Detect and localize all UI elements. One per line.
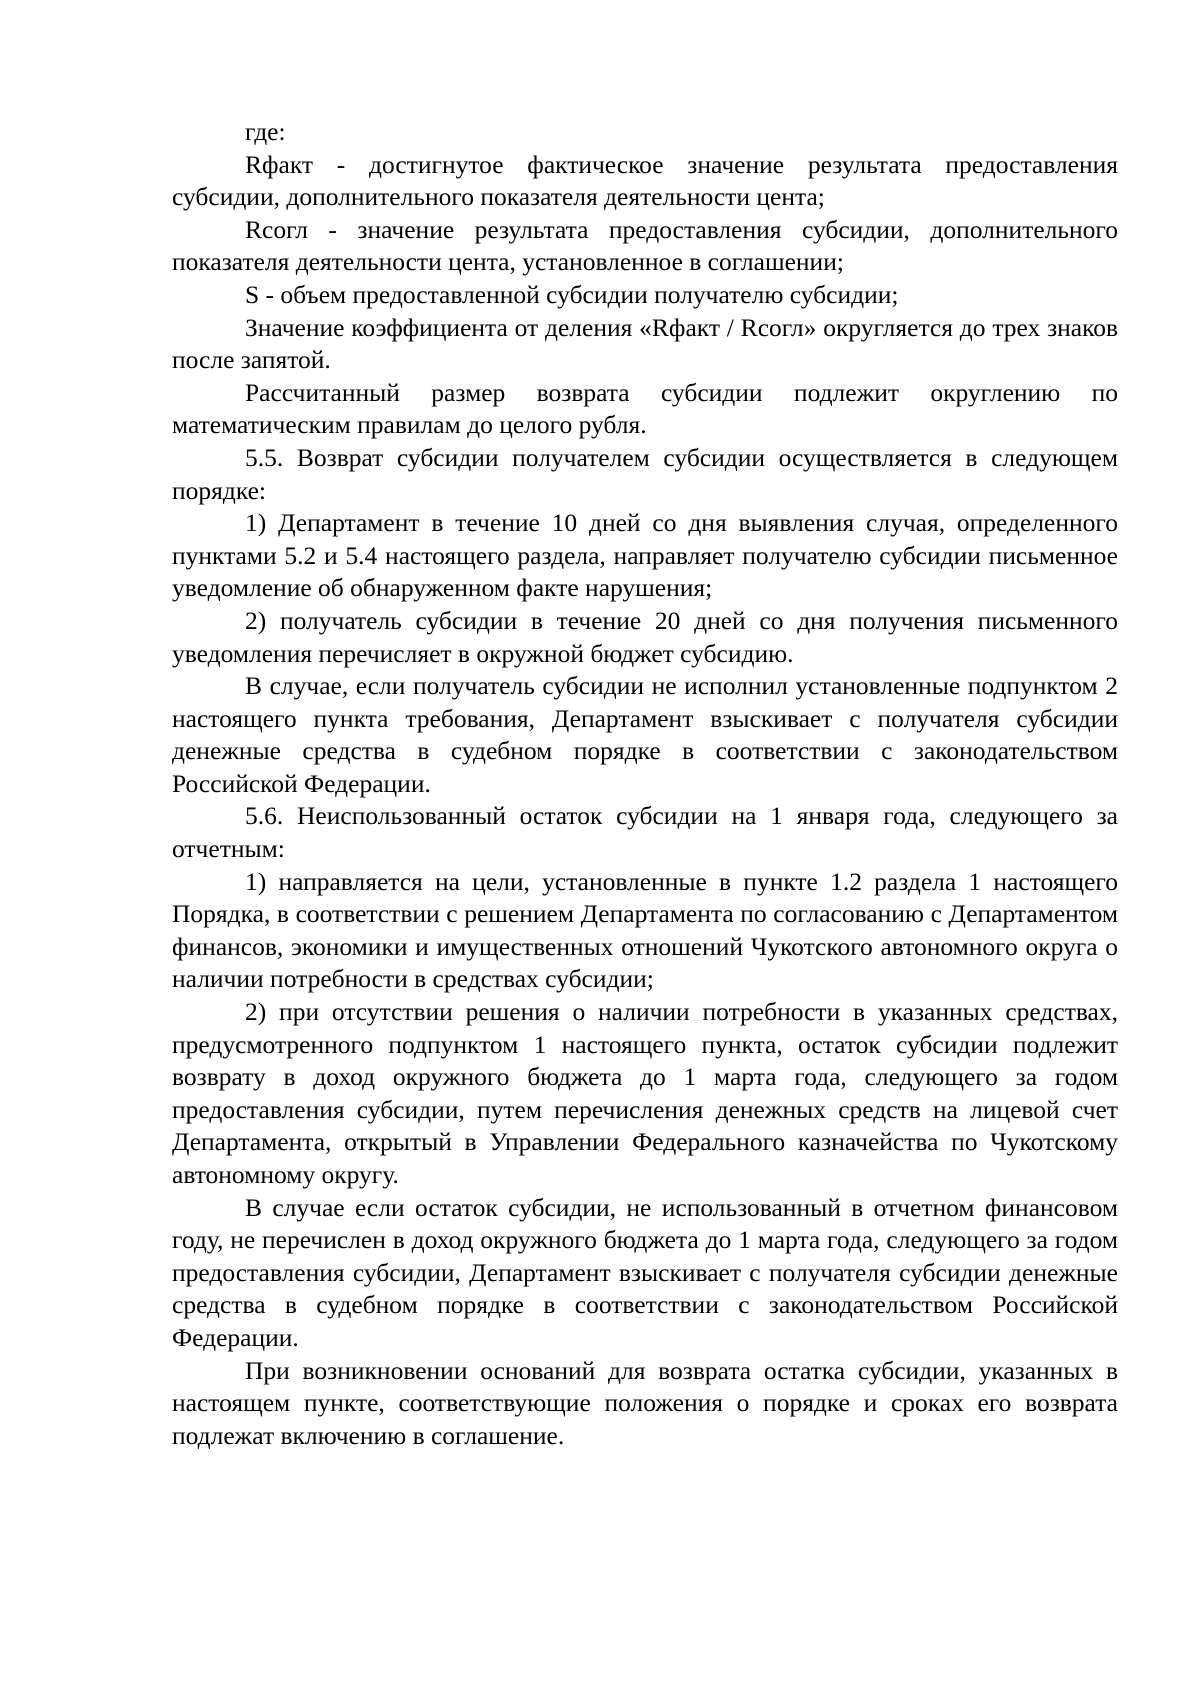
- paragraph-clause-5-6-item-2: 2) при отсутствии решения о наличии потребности в указанных средствах, предусмотренного подпунктом 1 настоящего пункта, остаток субсидии подлежит возврату в доход окружного бюджета до 1 марта года, следующего за годом предоставления субсидии, путем перечисления денежных средств на лицевой счет Департамента, открытый в Управлении Федерального казначейства по Чукотскому автономному округу.: [172, 997, 1118, 1189]
- document-body: [172, 116, 1118, 1452]
- paragraph-unspent-balance-recovery: В случае если остаток субсидии, не использованный в отчетном финансовом году, не перечислен в доход окружного бюджета до 1 марта года, следующего за годом предоставления субсидии, Департамент взыскивает с получателя субсидии денежные средства в судебном порядке в соответствии с законодательством Российской Федерации.: [172, 1192, 1118, 1352]
- paragraph-rsogl-definition: Rсогл - значение результата предоставления субсидии, дополнительного показателя деятельности цента, установленное в соглашении;: [172, 214, 1118, 277]
- paragraph-amount-rounding: Рассчитанный размер возврата субсидии подлежит округлению по математическим правилам до целого рубля.: [172, 377, 1118, 440]
- paragraph-rfact-definition: Rфакт - достигнутое фактическое значение результата предоставления субсидии, дополнительного показателя деятельности цента;: [172, 149, 1118, 212]
- paragraph-where: где:: [245, 117, 286, 146]
- paragraph-court-recovery: В случае, если получатель субсидии не исполнил установленные подпунктом 2 настоящего пункта требования, Департамент взыскивает с получателя субсидии денежные средства в судебном порядке в соответствии с законодательством Российской Федерации.: [172, 671, 1118, 798]
- paragraph-clause-5-5-item-1: 1) Департамент в течение 10 дней со дня выявления случая, определенного пунктами 5.2 и 5.4 настоящего раздела, направляет получателю субсидии письменное уведомление об обнаруженном факте нарушения;: [172, 508, 1118, 603]
- paragraph-agreement-inclusion: При возникновении оснований для возврата остатка субсидии, указанных в настоящем пункте, соответствующие положения о порядке и сроках его возврата подлежат включению в соглашение.: [172, 1355, 1118, 1450]
- paragraph-s-definition: S - объем предоставленной субсидии получателю субсидии;: [245, 279, 899, 309]
- paragraph-clause-5-6: 5.6. Неиспользованный остаток субсидии на 1 января года, следующего за отчетным:: [172, 801, 1118, 864]
- paragraph-coefficient-rounding: Значение коэффициента от деления «Rфакт / Rсогл» округляется до трех знаков после запятой.: [172, 312, 1118, 375]
- paragraph-clause-5-5: 5.5. Возврат субсидии получателем субсидии осуществляется в следующем порядке:: [172, 442, 1118, 505]
- paragraph-clause-5-5-item-2: 2) получатель субсидии в течение 20 дней со дня получения письменного уведомления перечисляет в окружной бюджет субсидию.: [172, 605, 1118, 668]
- paragraph-clause-5-6-item-1: 1) направляется на цели, установленные в пункте 1.2 раздела 1 настоящего Порядка, в соответствии с решением Департамента по согласованию с Департаментом финансов, экономики и имущественных отношений Чукотского автономного округа о наличии потребности в средствах субсидии;: [172, 866, 1118, 994]
